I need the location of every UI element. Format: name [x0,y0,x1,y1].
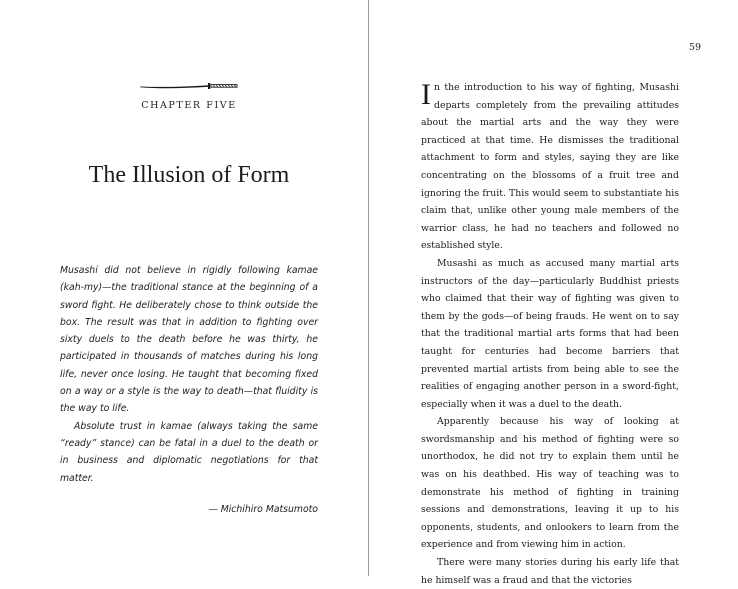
body-paragraph: Apparently because his way of looking at swordsmanship and his method of fighting were so unorthodox, he did not try to explain them until he was on his deathbed. His way of teaching was to demonstrate his method of fighting in training sessions and demonstrations, leaving it up to his opponents, students, and onlookers to learn from the experience and from viewing him in action. [421,416,679,551]
body-paragraph: There were many stories during his early life that he himself was a fraud and that the victories [421,557,679,586]
chapter-label: CHAPTER FIVE [141,100,237,111]
right-page [370,0,738,586]
chapter-title: The Illusion of Form [88,162,290,188]
page-number: 59 [688,42,701,53]
body-paragraph-text: n the introduction to his way of fighting, Musashi departs completely from the prevailing attitudes about the martial arts and the way they were practiced at that time. He dismisses the traditional attachment to form and styles, saying they are like concentrating on the blossoms of a fruit tree and ignoring the fruit. This would seem to substantiate his claim that, unlike other young male members of the warrior class, he had no teachers and followed no established style. [421,82,679,252]
body-paragraph: Musashi as much as accused many martial arts instructors of the day—particularly Buddhist priests who claimed that their way of fighting was given to them by the gods—of being frauds. He went on to say that the traditional martial arts forms that had been taught for centuries had become barriers that prevented martial artists from being able to see the realities of engaging another person in a sword-fight, especially when it was a duel to the death. [421,257,679,410]
drop-cap: I [421,78,431,111]
left-page [0,0,369,576]
epigraph [60,262,318,515]
body-paragraph [421,79,679,255]
body-text [421,79,679,589]
epigraph-attribution: — Michihiro Matsumoto [208,503,318,515]
epigraph-paragraph: Musashi did not believe in rigidly following kamae (kah-my)—the traditional stance at the beginning of a sword fight. He deliberately chose to think outside the box. The result was that in addition to fighting over sixty duels to the death before he was thirty, he participated in thousands of matches during his long life, never once losing. He taught that becoming fixed on a way or a style is the way to death—that fluidity is the way to life. [60,265,318,415]
sword-icon [139,80,239,90]
epigraph-paragraph: Absolute trust in kamae (always taking the same “ready” stance) can be fatal in a duel to the death or in business and diplomatic negotiations for that matter. [60,420,318,484]
